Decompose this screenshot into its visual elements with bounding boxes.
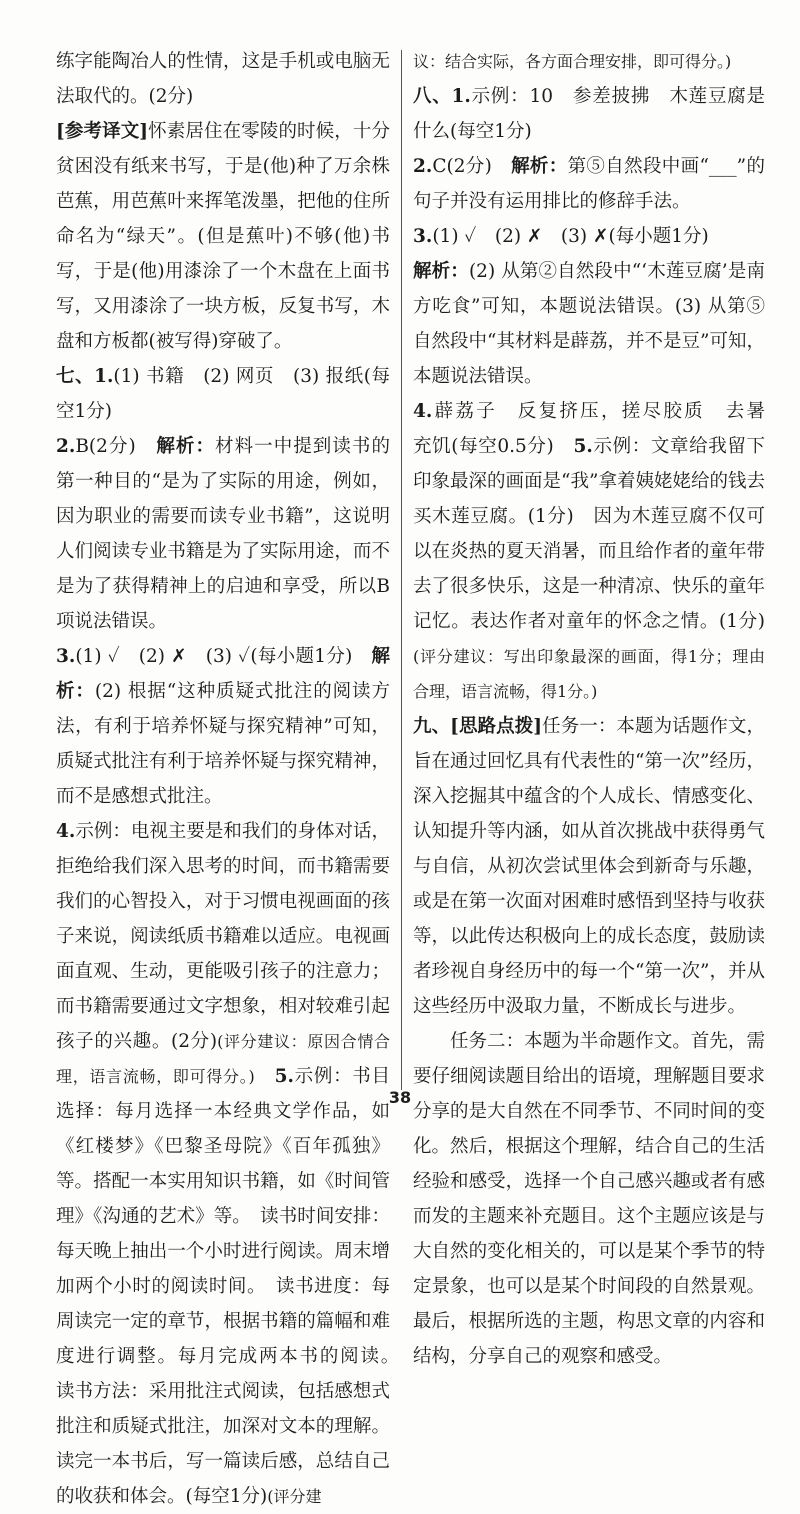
answer-choice: C(2分)	[432, 156, 492, 177]
scoring-note: 议：结合实际，各方面合理安排，即可得分。)	[413, 52, 732, 71]
page-number: 38	[388, 1088, 412, 1107]
answer-text: 示例：文章给我留下印象最深的画面是“我”拿着姨姥姥给的钱去买木莲豆腐。(1分) 因为木莲豆腐不仅可以在炎热的夏天消暑，而且给作者的童年带去了很多快乐，这是一种清凉、快乐的童年记忆。表达作者对童年的怀念之情。(1分)	[413, 436, 765, 632]
answer-text: 示例：书目选择：每月选择一本经典文学作品，如《红楼梦》《巴黎圣母院》《百年孤独》等。搭配一本实用知识书籍，如《时间管理》《沟通的艺术》等。 读书时间安排：每天晚上抽出一个小时进行阅读。周末增加两个小时的阅读时间。 读书进度：每周读完一定的章节，根据书籍的篇幅和难度进行调整。每月完成两本书的阅读。 读书方法：采用批注式阅读，包括感想式批注和质疑式批注，加深对文本的理解。读完一本书后，写一篇读后感，总结自己的收获和体会。(每空1分)	[56, 1066, 409, 1507]
analysis-text: 材料一中提到读书的第一种目的“是为了实际的用途，例如，因为职业的需要而读专业书籍”，这说明人们阅读专业书籍是为了实际用途，而不是为了获得精神上的启迪和享受，所以B项说法错误。	[56, 436, 390, 632]
question-number: 九、	[413, 716, 451, 737]
question-number: 七、1.	[56, 366, 114, 387]
question-number: 3.	[56, 646, 76, 667]
scoring-note: (评分建议：写出印象最深的画面，得1分；理由合理，语言流畅，得1分。)	[413, 647, 765, 701]
approach-tag: [思路点拨]	[450, 716, 543, 737]
analysis-label: 解析：	[511, 156, 568, 177]
analysis-label: 解析：	[413, 261, 469, 282]
scoring-note: (评分建议：原因合情合理，语言流畅，即可得分。)	[56, 1032, 390, 1086]
analysis-text: 第⑤自然段中画“___”的句子并没有运用排比的修辞手法。	[413, 156, 765, 212]
answer-text: 练字能陶冶人的性情，这是手机或电脑无法取代的。(2分)	[56, 51, 390, 107]
question-number: 5.	[573, 436, 593, 457]
section-8-question-4-5	[413, 394, 784, 709]
question-number: 4.	[413, 401, 433, 422]
answer-text: 示例：电视主要是和我们的身体对话，拒绝给我们深入思考的时间，而书籍需要我们的心智投入，对于习惯电视画面的孩子来说，阅读纸质书籍难以适应。电视画面直观、生动，更能吸引孩子的注意力；而书籍需要通过文字想象，相对较难引起孩子的兴趣。(2分)	[56, 821, 390, 1052]
scoring-note: (评分建	[267, 1487, 322, 1506]
column-divider	[401, 50, 402, 1090]
question-number: 4.	[56, 821, 76, 842]
question-number: 5.	[274, 1066, 294, 1087]
question-number: 八、1.	[413, 86, 471, 107]
section-7-question-3	[56, 639, 390, 814]
answer-text: 示例：10 参差披拂 木莲豆腐是什么(每空1分)	[413, 86, 765, 142]
analysis-text: (2) 从第②自然段中“‘木莲豆腐’是南方吃食”可知，本题说法错误。(3) 从第⑤自然段中“其材料是薜荔，并不是豆”可知，本题说法错误。	[413, 261, 765, 387]
reference-translation	[56, 114, 390, 359]
question-number: 3.	[413, 226, 433, 247]
analysis-label: 解析：	[156, 436, 216, 457]
answer-marks: (1) ✓ (2) ✗ (3) ✗(每小题1分)	[432, 226, 709, 247]
reference-translation-tag: [参考译文]	[56, 121, 149, 142]
answer-choice: B(2分)	[75, 436, 136, 457]
section-9-task-2	[413, 1024, 765, 1374]
reference-translation-text: 怀素居住在零陵的时候，十分贫困没有纸来书写，于是(他)种了万余株芭蕉，用芭蕉叶来挥笔泼墨，把他的住所命名为“绿天”。(但是蕉叶)不够(他)书写，于是(他)用漆涂了一个木盘在上面书写，又用漆涂了一块方板，反复书写，木盘和方板都(被写得)穿破了。	[56, 121, 390, 352]
question-number: 2.	[56, 436, 76, 457]
question-number: 2.	[413, 156, 433, 177]
right-column	[413, 44, 784, 1374]
scoring-note-continued	[413, 44, 765, 79]
section-8-question-1	[413, 79, 765, 149]
analysis-label: 解析：	[56, 646, 390, 702]
section-7-question-1	[56, 359, 390, 429]
analysis-text: 任务一：本题为话题作文，旨在通过回忆具有代表性的“第一次”经历，深入挖掘其中蕴含的个人成长、情感变化、认知提升等内涵，如从首次挑战中获得勇气与自信，从初次尝试里体会到新奇与乐趣，或是在第一次面对困难时感悟到坚持与收获等，以此传达积极向上的成长态度，鼓励读者珍视自身经历中的每一个“第一次”，并从这些经历中汲取力量，不断成长与进步。	[413, 716, 765, 1017]
analysis-text: 任务二：本题为半命题作文。首先，需要仔细阅读题目给出的语境，理解题目要求分享的是大自然在不同季节、不同时间的变化。然后，根据这个理解，结合自己的生活经验和感受，选择一个自己感兴趣或者有感而发的主题来补充题目。这个主题应该是与大自然的变化相关的，可以是某个季节的特定景象，也可以是某个时间段的自然景观。最后，根据所选的主题，构思文章的内容和结构，分享自己的观察和感受。	[413, 1031, 765, 1367]
section-8-question-3	[413, 219, 765, 394]
analysis-text: (2) 根据“这种质疑式批注的阅读方法，有利于培养怀疑与探究精神”可知，质疑式批注有利于培养怀疑与探究精神，而不是感想式批注。	[56, 681, 390, 807]
answer-text: (1) 书籍 (2) 网页 (3) 报纸(每空1分)	[56, 366, 390, 422]
section-8-question-2	[413, 149, 765, 219]
translation-answer-tail	[56, 44, 390, 114]
section-9-task-1	[413, 709, 765, 1024]
section-7-question-2	[56, 429, 390, 639]
answer-text: 薜荔子 反复挤压，搓尽胶质 去暑 充饥(每空0.5分)	[413, 401, 784, 457]
answer-marks: (1) ✓ (2) ✗ (3) ✓(每小题1分)	[75, 646, 353, 667]
